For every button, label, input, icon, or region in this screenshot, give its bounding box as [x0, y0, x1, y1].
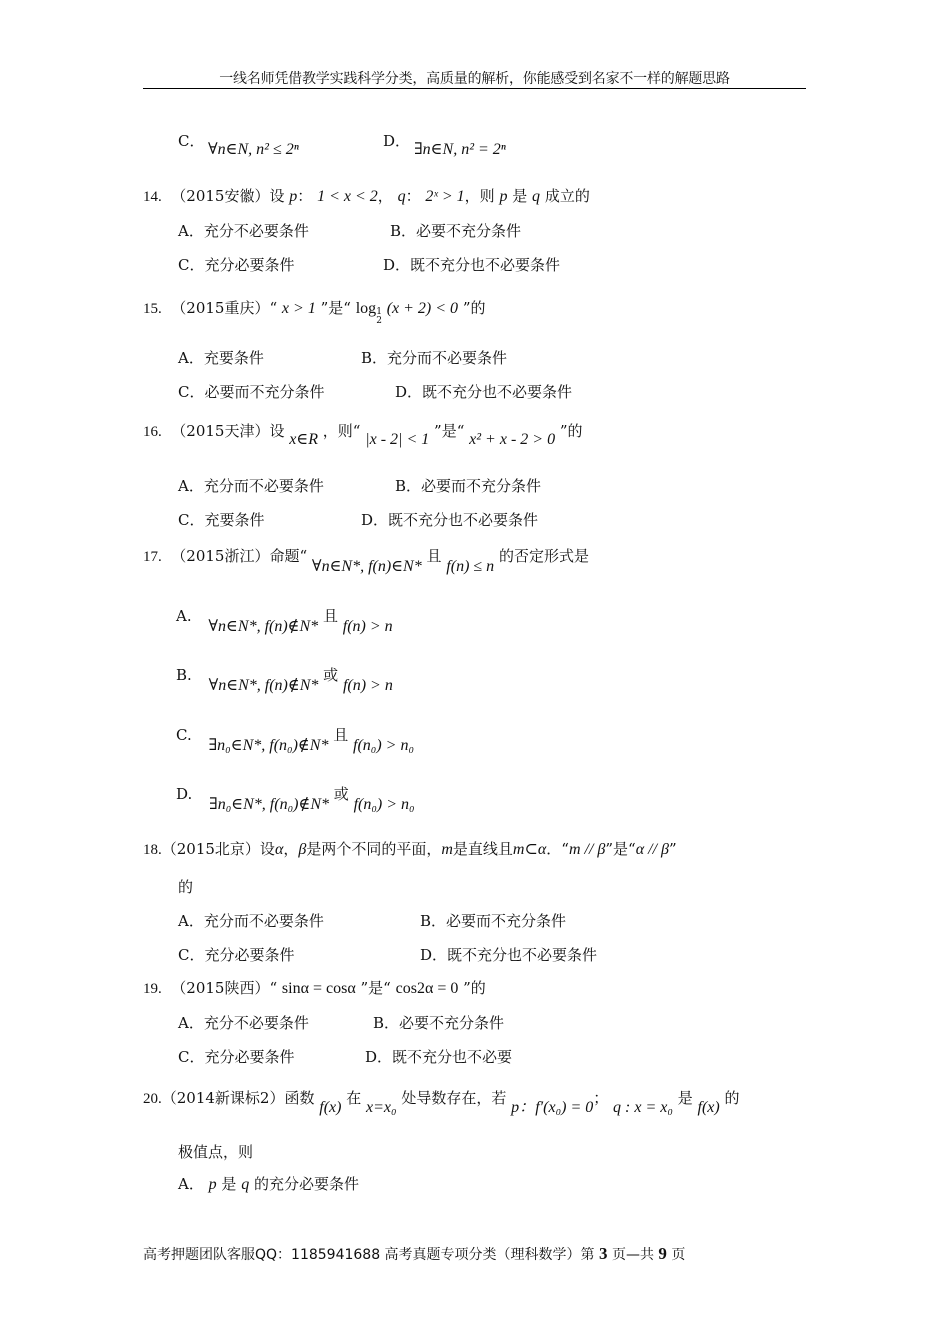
- q18-number: 18.: [143, 842, 162, 858]
- q15-log: log: [355, 300, 377, 317]
- q15-source: （2015重庆）“: [171, 299, 278, 317]
- q20-xeq: x=x₀: [366, 1099, 397, 1116]
- q14-p: p: [289, 188, 298, 205]
- q17-option-b-conj: 或: [323, 666, 339, 684]
- q17-option-d-label: D.: [176, 785, 193, 803]
- q18-text2: 是直线且: [452, 840, 513, 858]
- q18-comma: ，: [283, 840, 299, 858]
- q18-e1: m // β: [568, 841, 606, 858]
- header-rule: [143, 88, 806, 89]
- q20-option-a-p: p: [208, 1176, 217, 1193]
- q19-mid: ”是“: [360, 979, 391, 997]
- q15-number: 15.: [143, 301, 162, 317]
- q13-option-c-expr: ∀n∈N, n² ≤ 2ⁿ: [208, 141, 299, 158]
- q14-source: （2015安徽）设: [171, 187, 285, 205]
- q18-option-b: B．必要而不充分条件: [420, 912, 567, 930]
- q15-option-b: B．充分而不必要条件: [361, 349, 508, 367]
- q15-expr2: (x + 2) < 0: [386, 300, 459, 317]
- q16-source: （2015天津）设: [171, 422, 285, 440]
- q13-option-c-label: C．: [178, 132, 205, 150]
- q20-stem-cont: 极值点，则: [178, 1143, 254, 1161]
- q17-option-c-expr1: ∃n₀∈N*, f(n₀)∉N*: [208, 737, 329, 754]
- q17-option-a-conj: 且: [322, 607, 338, 625]
- q18-text3: ．“: [546, 840, 569, 858]
- q16-expr1: |x - 2| < 1: [365, 431, 430, 448]
- footer-end: 页: [671, 1247, 686, 1263]
- q17-option-b-expr1: ∀n∈N*, f(n)∉N*: [208, 677, 319, 694]
- q20-t4: 是: [677, 1089, 693, 1107]
- q19-expr2: cos2α = 0: [395, 980, 459, 997]
- q19-expr1: sinα = cosα: [281, 980, 356, 997]
- q15-tail: ”的: [462, 299, 486, 317]
- footer-mid: 页—共: [611, 1247, 654, 1263]
- q17-expr2: f(n) ≤ n: [446, 558, 495, 575]
- q20-stem: [143, 1085, 740, 1116]
- q16-text1: ，则“: [322, 422, 361, 440]
- q18-source: （2015北京）设: [161, 840, 275, 858]
- q14-option-a: A．充分不必要条件: [178, 222, 309, 240]
- page-footer: [143, 1244, 685, 1264]
- q17-and: 且: [426, 547, 442, 565]
- q15-log-base: [376, 308, 382, 326]
- q18-alpha: α: [274, 841, 284, 858]
- q15-option-a: A．充要条件: [178, 349, 264, 367]
- q20-t5: 的: [724, 1089, 740, 1107]
- q16-text2: ”是“: [434, 422, 465, 440]
- q17-number: 17.: [143, 549, 162, 565]
- q18-m: m: [441, 841, 453, 858]
- q16-stem: [143, 420, 583, 448]
- q18-option-a: A．充分而不必要条件: [178, 912, 324, 930]
- q17-option-d: [176, 783, 415, 813]
- q15-expr1: x > 1: [281, 300, 316, 317]
- q17-option-d-expr2: f(n₀) > n₀: [353, 796, 415, 813]
- q17-option-d-expr1: ∃n₀∈N*, f(n₀)∉N*: [209, 796, 329, 813]
- q20-option-a-label: A．: [178, 1175, 204, 1193]
- q17-source: （2015浙江）命题“: [171, 547, 308, 565]
- q15-base-num: 1: [376, 307, 382, 317]
- q19-option-b: B．必要不充分条件: [373, 1014, 505, 1032]
- q16-var: x∈R: [289, 431, 318, 448]
- q20-f: f(x): [319, 1099, 342, 1116]
- q15-option-d: D．既不充分也不必要条件: [395, 383, 573, 401]
- q18-e2: α // β: [635, 841, 669, 858]
- q20-option-a-t2: 的充分必要条件: [253, 1175, 359, 1193]
- q15-base-den: 2: [376, 316, 382, 326]
- q17-option-c-label: C.: [176, 726, 192, 744]
- q14-tail-p: p: [499, 188, 508, 205]
- q17-option-b-label: B.: [176, 666, 192, 684]
- q18-option-d: D．既不充分也不必要条件: [420, 946, 598, 964]
- q14-colon2: ：: [405, 187, 421, 205]
- q14-q: q: [397, 188, 406, 205]
- q17-stem: [143, 545, 589, 575]
- q14-p-expr: 1 < x < 2: [317, 188, 378, 205]
- q14-tail2: 是: [512, 187, 528, 205]
- q20-f2: f(x): [697, 1099, 720, 1116]
- q20-qexpr: q : x = x₀: [613, 1099, 673, 1116]
- q13-option-d-label: D．: [383, 132, 411, 150]
- footer-total-pages: 9: [658, 1244, 667, 1263]
- q16-number: 16.: [143, 424, 162, 440]
- q18-beta: β: [298, 841, 307, 858]
- q18-text1: 是两个不同的平面，: [306, 840, 442, 858]
- q15-option-c: C．必要而不充分条件: [178, 383, 325, 401]
- q19-option-d: D．既不充分也不必要: [365, 1048, 513, 1066]
- q20-t2: 处导数存在，若: [401, 1089, 507, 1107]
- q18-text4: ”是“: [605, 840, 636, 858]
- q20-option-a: [178, 1173, 359, 1194]
- q18-expr: m⊂α: [512, 841, 547, 858]
- footer-page-number: 3: [599, 1244, 608, 1263]
- q14-colon1: ：: [297, 187, 313, 205]
- q20-option-a-t1: 是: [221, 1175, 237, 1193]
- q14-number: 14.: [143, 189, 162, 205]
- q13-option-d-expr: ∃n∈N, n² = 2ⁿ: [414, 141, 506, 158]
- q16-option-a: A．充分而不必要条件: [178, 477, 324, 495]
- q17-option-b-expr2: f(n) > n: [342, 677, 393, 694]
- q18-option-c: C．充分必要条件: [178, 946, 295, 964]
- q15-mid: ”是“: [320, 299, 351, 317]
- q19-option-c: C．充分必要条件: [178, 1048, 295, 1066]
- q14-tail3: 成立的: [544, 187, 590, 205]
- q17-option-b: [176, 664, 393, 694]
- q14-option-c: C．充分必要条件: [178, 256, 295, 274]
- q14-q-expr: 2ˣ > 1: [425, 188, 465, 205]
- q20-p: p：: [511, 1099, 536, 1116]
- q19-tail: ”的: [463, 979, 486, 997]
- q19-source: （2015陕西）“: [171, 979, 278, 997]
- q18-text5: ”: [668, 840, 677, 858]
- q20-t3: ；: [593, 1089, 609, 1107]
- q14-tail1: ，则: [464, 187, 495, 205]
- q20-source: （2014新课标2）函数: [161, 1089, 315, 1107]
- q14-sep: ，: [377, 187, 393, 205]
- q14-tail-q: q: [532, 188, 541, 205]
- q16-option-d: D．既不充分也不必要条件: [361, 511, 539, 529]
- q20-option-a-q: q: [241, 1176, 250, 1193]
- q20-pexpr: f′(x₀) = 0: [535, 1099, 594, 1116]
- q18-stem: [143, 838, 677, 859]
- q16-tail: ”的: [559, 422, 583, 440]
- q16-option-b: B．必要而不充分条件: [395, 477, 542, 495]
- q17-option-d-conj: 或: [333, 785, 349, 803]
- page-header: 一线名师凭借教学实践科学分类，高质量的解析，你能感受到名家不一样的解题思路: [219, 71, 730, 87]
- q14-option-b: B．必要不充分条件: [390, 222, 522, 240]
- q19-stem: [143, 977, 486, 998]
- q17-tail: 的否定形式是: [498, 547, 589, 565]
- q17-option-c: [176, 724, 415, 754]
- footer-text: 高考押题团队客服QQ：1185941688 高考真题专项分类（理科数学）第: [143, 1247, 595, 1263]
- q17-option-c-conj: 且: [333, 726, 349, 744]
- q20-t1: 在: [346, 1089, 362, 1107]
- q20-number: 20.: [143, 1091, 162, 1107]
- q17-option-a-expr2: f(n) > n: [342, 618, 393, 635]
- q14-stem: [143, 185, 590, 206]
- q18-stem-cont: 的: [178, 878, 194, 896]
- q17-expr1: ∀n∈N*, f(n)∈N*: [311, 558, 422, 575]
- q14-option-d: D．既不充分也不必要条件: [383, 256, 561, 274]
- q16-expr2: x² + x - 2 > 0: [469, 431, 556, 448]
- q17-option-a-expr1: ∀n∈N*, f(n)∉N*: [208, 618, 319, 635]
- q17-option-a: [176, 605, 393, 635]
- q19-number: 19.: [143, 981, 162, 997]
- q15-stem: [143, 297, 486, 326]
- q19-option-a: A．充分不必要条件: [178, 1014, 309, 1032]
- q17-option-c-expr2: f(n₀) > n₀: [353, 737, 415, 754]
- q16-option-c: C．充要条件: [178, 511, 265, 529]
- q17-option-a-label: A.: [176, 607, 192, 625]
